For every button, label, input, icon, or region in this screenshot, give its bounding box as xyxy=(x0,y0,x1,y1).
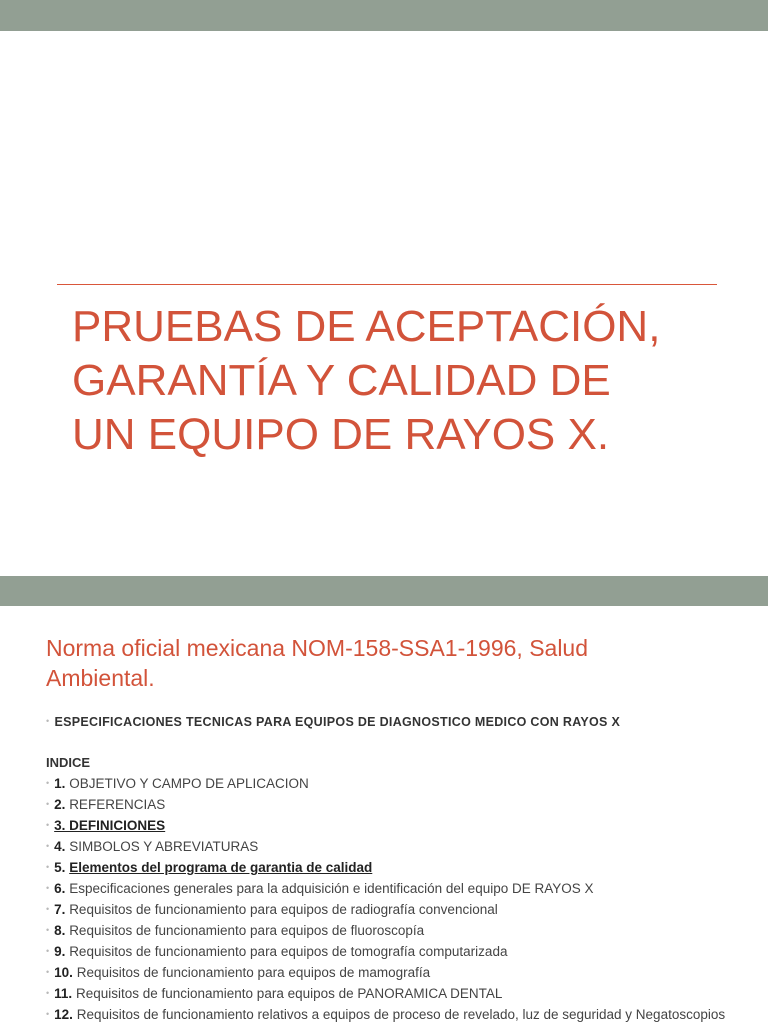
bullet-icon: • xyxy=(46,862,50,872)
bullet-icon: • xyxy=(46,778,50,788)
bullet-icon: • xyxy=(46,946,50,956)
list-item: • 6. Especificaciones generales para la adquisición e identificación del equipo DE RAYOS X xyxy=(46,881,594,896)
garantia-link[interactable]: Elementos del programa de garantia de calidad xyxy=(69,860,373,875)
list-item: • 2. REFERENCIAS xyxy=(46,797,166,812)
bullet-icon: • xyxy=(46,799,50,809)
list-item: • 11. Requisitos de funcionamiento para equipos de PANORAMICA DENTAL xyxy=(46,986,503,1001)
list-item: • 10. Requisitos de funcionamiento para equipos de mamografía xyxy=(46,965,431,980)
slide-separator-band xyxy=(0,576,768,606)
bullet-icon: • xyxy=(46,904,50,914)
spec-line xyxy=(46,715,746,729)
list-item xyxy=(46,815,736,836)
list-item: • 8. Requisitos de funcionamiento para equipos de fluoroscopía xyxy=(46,923,425,938)
list-item: • 12. Requisitos de funcionamiento relativos a equipos de proceso de revelado, luz de seguridad y Negatoscopios xyxy=(46,1007,726,1022)
list-item: • 7. Requisitos de funcionamiento para equipos de radiografía convencional xyxy=(46,902,498,917)
spec-text: ESPECIFICACIONES TECNICAS PARA EQUIPOS DE DIAGNOSTICO MEDICO CON RAYOS X xyxy=(54,715,621,729)
bullet-icon: • xyxy=(46,841,50,851)
definiciones-link[interactable]: 3. DEFINICIONES xyxy=(54,818,166,833)
bullet-icon: • xyxy=(46,925,50,935)
slide-title xyxy=(72,300,732,462)
index-title: INDICE xyxy=(46,755,91,770)
bullet-icon: • xyxy=(46,1009,50,1019)
title-rule xyxy=(57,284,717,285)
heading-line-1: Norma oficial mexicana NOM-158-SSA1-1996, Salud xyxy=(46,635,589,661)
title-line-1: PRUEBAS DE ACEPTACIÓN, xyxy=(72,302,661,351)
bullet-icon: • xyxy=(46,988,50,998)
slide2-heading xyxy=(46,633,736,693)
bullet-icon: • xyxy=(46,820,50,830)
slide-top-band xyxy=(0,0,768,31)
title-line-3: UN EQUIPO DE RAYOS X. xyxy=(72,410,610,459)
list-item: • 4. SIMBOLOS Y ABREVIATURAS xyxy=(46,839,259,854)
list-item: • 1. OBJETIVO Y CAMPO DE APLICACION xyxy=(46,776,309,791)
index-list xyxy=(46,773,736,1025)
bullet-icon: • xyxy=(46,967,50,977)
title-line-2: GARANTÍA Y CALIDAD DE xyxy=(72,356,611,405)
bullet-icon: • xyxy=(46,716,50,726)
bullet-icon: • xyxy=(46,883,50,893)
list-item: • 5. Elementos del programa de garantia de calidad xyxy=(46,860,373,875)
list-item: • 9. Requisitos de funcionamiento para equipos de tomografía computarizada xyxy=(46,944,508,959)
heading-line-2: Ambiental. xyxy=(46,665,155,691)
